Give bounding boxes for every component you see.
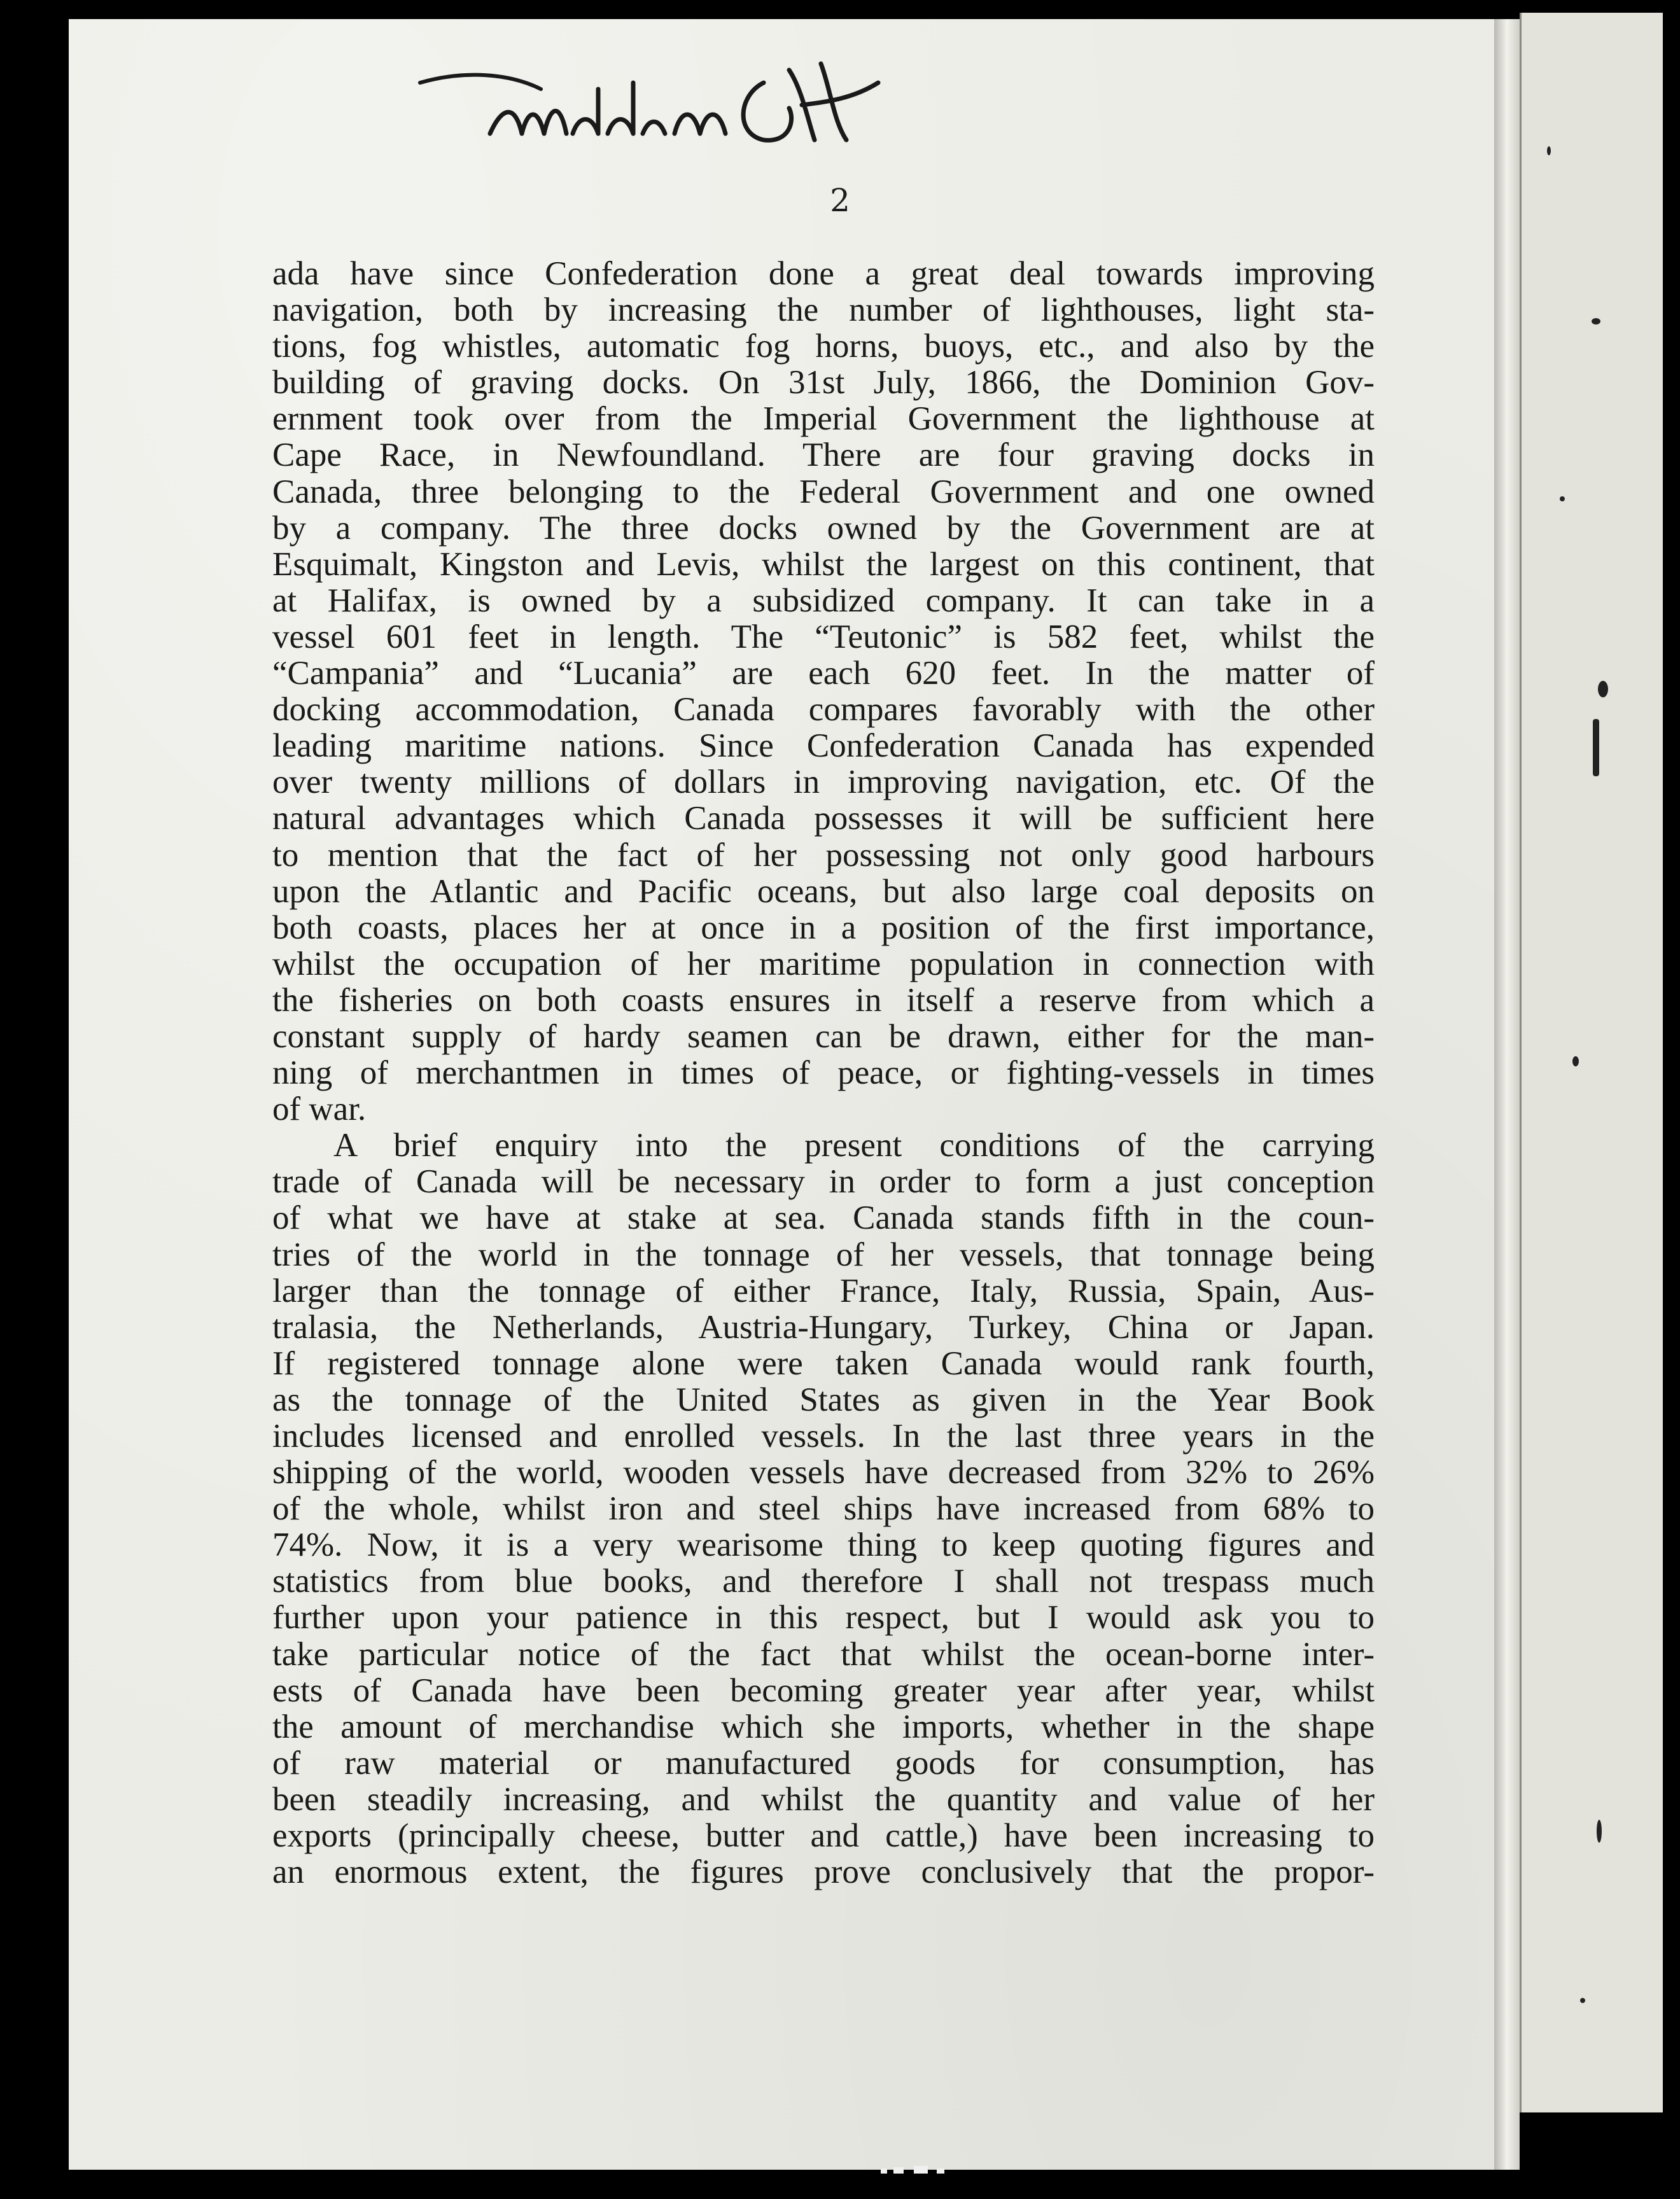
text-line: tions, fog whistles, automatic fog horns, buoys, etc., and also by the	[272, 328, 1375, 365]
text-line: A brief enquiry into the present conditions of the carrying	[333, 1127, 1375, 1164]
text-line: Canada, three belonging to the Federal Government and one owned	[272, 473, 1375, 510]
text-line: further upon your patience in this respect, but I would ask you to	[272, 1599, 1375, 1637]
text-line: ernment took over from the Imperial Government the lighthouse at	[272, 400, 1375, 438]
text-line: take particular notice of the fact that whilst the ocean-borne inter-	[272, 1635, 1375, 1673]
text-line: been steadily increasing, and whilst the quantity and value of her	[272, 1780, 1375, 1818]
text-line: ning of merchantmen in times of peace, or fighting-vessels in times	[272, 1054, 1375, 1092]
text-line: shipping of the world, wooden vessels have decreased from 32% to 26%	[272, 1454, 1375, 1491]
text-line: includes licensed and enrolled vessels. In the last three years in the	[272, 1418, 1375, 1455]
handwritten-signature	[407, 45, 891, 153]
text-line: of the whole, whilst iron and steel ships have increased from 68% to	[272, 1490, 1375, 1528]
text-line: the amount of merchandise which she imports, whether in the shape	[272, 1708, 1375, 1745]
text-line: building of graving docks. On 31st July, 1866, the Dominion Gov-	[272, 364, 1375, 401]
text-line: of war.	[272, 1091, 367, 1128]
text-line: as the tonnage of the United States as given in the Year Book	[272, 1381, 1375, 1418]
text-line: of raw material or manufactured goods for consumption, has	[272, 1744, 1375, 1782]
text-line: exports (principally cheese, butter and cattle,) have been increasing to	[272, 1817, 1375, 1855]
text-line: natural advantages which Canada possesses it will be sufficient here	[272, 800, 1375, 837]
text-line: larger than the tonnage of either France, Italy, Russia, Spain, Aus-	[272, 1272, 1375, 1309]
text-line: Cape Race, in Newfoundland. There are four graving docks in	[272, 436, 1375, 474]
text-line: whilst the occupation of her maritime population in connection with	[272, 945, 1375, 982]
text-line: tralasia, the Netherlands, Austria-Hungary, Turkey, China or Japan.	[272, 1308, 1375, 1346]
adjacent-page-edge	[1520, 13, 1663, 2112]
text-line: constant supply of hardy seamen can be drawn, either for the man-	[272, 1017, 1375, 1055]
text-line: 74%. Now, it is a very wearisome thing to keep quoting figures and	[272, 1526, 1375, 1564]
paragraph-2	[272, 1127, 1375, 1890]
text-line: to mention that the fact of her possessing not only good harbours	[272, 836, 1375, 874]
paragraph-1	[272, 256, 1375, 1127]
text-line: vessel 601 feet in length. The “Teutonic” is 582 feet, whilst the	[272, 618, 1375, 655]
text-line: docking accommodation, Canada compares favorably with the other	[272, 691, 1375, 729]
text-line: tries of the world in the tonnage of her vessels, that tonnage being	[272, 1236, 1375, 1273]
text-line: ests of Canada have been becoming greater year after year, whilst	[272, 1672, 1375, 1709]
text-line: If registered tonnage alone were taken Canada would rank fourth,	[272, 1344, 1375, 1382]
text-line: of what we have at stake at sea. Canada stands fifth in the coun-	[272, 1199, 1375, 1237]
text-line: over twenty millions of dollars in improving navigation, etc. Of the	[272, 764, 1375, 801]
page-number: 2	[830, 182, 850, 219]
text-line: both coasts, places her at once in a position of the first importance,	[272, 909, 1375, 946]
text-line: statistics from blue books, and therefore I shall not trespass much	[272, 1563, 1375, 1600]
text-line: an enormous extent, the figures prove conclusively that the propor-	[272, 1853, 1375, 1891]
text-line: ada have since Confederation done a great deal towards improving	[272, 255, 1375, 292]
text-line: Esquimalt, Kingston and Levis, whilst the largest on this continent, that	[272, 545, 1375, 583]
text-line: trade of Canada will be necessary in order to form a just conception	[272, 1163, 1375, 1201]
text-line: navigation, both by increasing the number of lighthouses, light sta-	[272, 291, 1375, 329]
text-line: by a company. The three docks owned by the Government are at	[272, 509, 1375, 547]
text-line: “Campania” and “Lucania” are each 620 feet. In the matter of	[272, 655, 1375, 692]
text-line: at Halifax, is owned by a subsidized company. It can take in a	[272, 582, 1375, 619]
scan-artifact	[878, 2163, 980, 2179]
page-fold	[1494, 19, 1520, 2170]
text-line: the fisheries on both coasts ensures in itself a reserve from which a	[272, 981, 1375, 1019]
text-line: leading maritime nations. Since Confederation Canada has expended	[272, 727, 1375, 765]
body-text	[272, 256, 1375, 1890]
text-line: upon the Atlantic and Pacific oceans, but also large coal deposits on	[272, 872, 1375, 910]
